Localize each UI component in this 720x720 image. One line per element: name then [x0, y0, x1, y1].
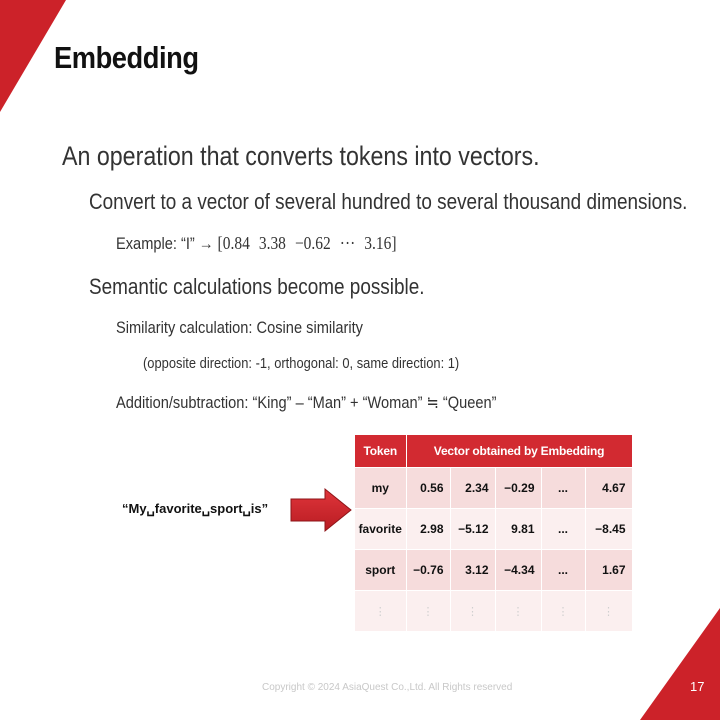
value-cell: 2.98: [406, 509, 450, 550]
table-row: [355, 591, 632, 632]
bullet-example: [116, 233, 397, 254]
ellipsis-cell: ...: [541, 509, 585, 550]
bullet-similarity: Similarity calculation: Cosine similarity: [116, 318, 363, 337]
bullet-semantic: Semantic calculations become possible.: [89, 274, 425, 299]
value-cell: −0.76: [406, 550, 450, 591]
corner-decoration-bottom: [600, 608, 720, 720]
slide-title: Embedding: [54, 40, 199, 75]
bullet-similarity-note: (opposite direction: -1, orthogonal: 0, same direction: 1): [143, 355, 460, 372]
page-number: 17: [690, 679, 705, 694]
value-cell: ⋮: [585, 591, 632, 632]
value-cell: ⋮: [450, 591, 495, 632]
token-cell: sport: [355, 550, 406, 591]
value-cell: −5.12: [450, 509, 495, 550]
table-header-row: [355, 435, 632, 468]
ellipsis-cell: ⋮: [541, 591, 585, 632]
header-token: Token: [355, 435, 406, 468]
bullet-definition: An operation that converts tokens into vectors.: [62, 141, 540, 171]
value-cell: 3.12: [450, 550, 495, 591]
ellipsis-cell: ...: [541, 468, 585, 509]
token-cell: ⋮: [355, 591, 406, 632]
token-cell: favorite: [355, 509, 406, 550]
example-vector: [0.84 3.38 −0.62 ··· 3.16]: [217, 233, 397, 253]
table-row: [355, 550, 632, 591]
table-row: [355, 468, 632, 509]
value-cell: ⋮: [406, 591, 450, 632]
value-cell: 1.67: [585, 550, 632, 591]
value-cell: 9.81: [495, 509, 541, 550]
value-cell: −0.29: [495, 468, 541, 509]
value-cell: 4.67: [585, 468, 632, 509]
value-cell: −4.34: [495, 550, 541, 591]
value-cell: ⋮: [495, 591, 541, 632]
value-cell: 2.34: [450, 468, 495, 509]
token-cell: my: [355, 468, 406, 509]
bullet-dimension: Convert to a vector of several hundred to several thousand dimensions.: [89, 189, 688, 214]
header-vector: Vector obtained by Embedding: [406, 435, 632, 468]
value-cell: −8.45: [585, 509, 632, 550]
right-arrow-icon: [289, 487, 353, 533]
copyright-text: Copyright © 2024 AsiaQuest Co.,Ltd. All Rights reserved: [262, 682, 513, 693]
embedding-table: [355, 435, 633, 631]
input-sentence: “My␣favorite␣sport␣is”: [122, 501, 269, 516]
value-cell: 0.56: [406, 468, 450, 509]
bullet-arithmetic: Addition/subtraction: “King” – “Man” + “Woman” ≒ “Queen”: [116, 393, 497, 412]
ellipsis-cell: ...: [541, 550, 585, 591]
example-label: Example: “I” →: [116, 234, 214, 253]
table-row: [355, 509, 632, 550]
